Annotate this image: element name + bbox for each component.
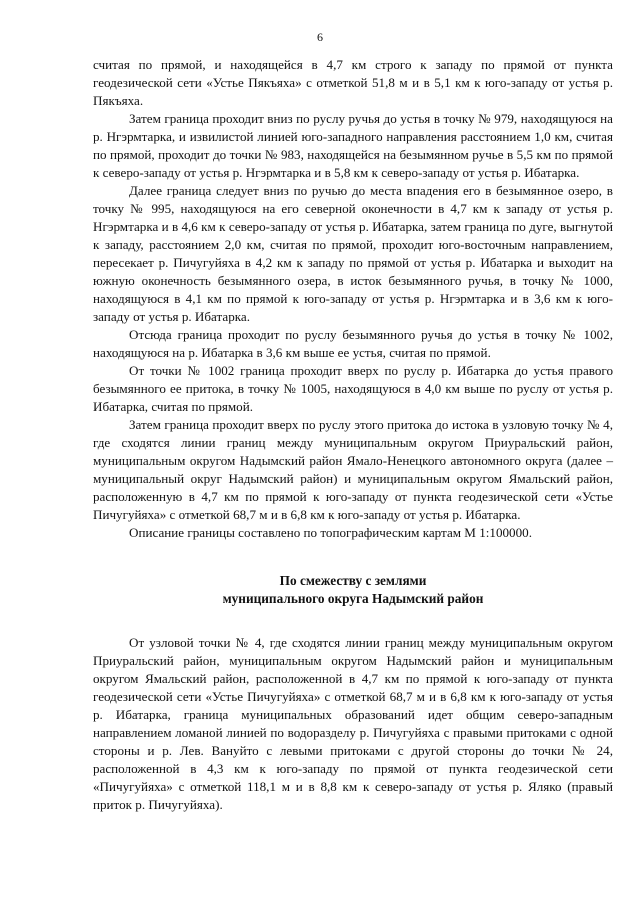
section-heading [93,572,613,608]
section-heading-line: муниципального округа Надымский район [222,591,484,606]
section-heading-line: По смежеству с землями [279,573,427,588]
paragraph: От точки № 1002 граница проходит вверх по руслу р. Ибатарка до устья правого безымянного ее притока, в точку № 1005, находящуюся в 4,0 км выше по руслу от устья р. Ибатарка, считая по прямой. [93,363,613,414]
paragraph: Далее граница следует вниз по ручью до места впадения его в безымянное озеро, в точку № 995, находящуюся на его северной оконечности в 4,7 км к западу от устья р. Нгэрмтарка и в 4,6 км к северо-западу от устья р. Ибатарка, затем граница по дуге, выгнутой к западу, расстоянием 2,0 км, считая по прямой, проходит юго-восточным направлением, пересекает р. Пичугуйяха в 4,2 км к западу по прямой от устья р. Ибатарка и выходит на южную оконечность безымянного озера, в исток безымянного ручья, в точку № 1000, находящуюся в 4,1 км по прямой к юго-западу от устья р. Нгэрмтарка и в 3,6 км к юго-западу от устья р. Ибатарка. [93,183,613,324]
paragraph: Затем граница проходит вниз по руслу ручья до устья в точку № 979, находящуюся на р. Нгэрмтарка, и извилистой линией юго-западного направления расстоянием 1,0 км, считая по прямой, проходит до точки № 983, находящейся на безымянном ручье в 5,5 км по прямой к северо-западу от устья р. Нгэрмтарка и в 5,8 км к северо-западу от устья р. Ибатарка. [93,111,613,180]
paragraph-continuation: считая по прямой, и находящейся в 4,7 км строго к западу по прямой от пункта геодезической сети «Устье Пякъяха» с отметкой 51,8 м и в 5,1 км к юго-западу от устья р. Пякъяха. [93,57,613,108]
paragraph: Отсюда граница проходит по руслу безымянного ручья до устья в точку № 1002, находящуюся на р. Ибатарка в 3,6 км выше ее устья, считая по прямой. [93,327,613,360]
paragraph: Описание границы составлено по топографическим картам М 1:100000. [129,525,532,540]
document-body [93,56,613,814]
paragraph: От узловой точки № 4, где сходятся линии границ между муниципальным округом Приуральский район, муниципальным округом Надымский район и муниципальным округом Ямальский район, расположенной в 4,7 км по прямой к юго-западу от пункта геодезической сети «Устье Пичугуйяха» с отметкой 68,7 м и в 6,8 км к юго-западу от устья р. Ибатарка, граница муниципальных образований идет общим северо-западным направлением ломаной линией по водоразделу р. Пичугуйяха с правыми притоками с одной стороны и р. Лев. Вануйто с левыми притоками с другой стороны до точки № 24, расположенной в 4,3 км к юго-западу по прямой от пункта геодезической сети «Пичугуйяха» с отметкой 118,1 м и в 8,8 км к северо-западу от устья р. Яляко (правый приток р. Пичугуйяха). [93,635,613,812]
paragraph: Затем граница проходит вверх по руслу этого притока до истока в узловую точку № 4, где сходятся линии границ между муниципальным округом Приуральский район, муниципальным округом Надымский район Ямало-Ненецкого автономного округа (далее – муниципальный округ Надымский район) и муниципальным округом Ямальский район, расположенную в 4,7 км по прямой к юго-западу от пункта геодезической сети «Устье Пичугуйяха» с отметкой 68,7 м и в 6,8 км к юго-западу от устья р. Ибатарка. [93,417,613,522]
page-number: 6 [317,30,323,44]
